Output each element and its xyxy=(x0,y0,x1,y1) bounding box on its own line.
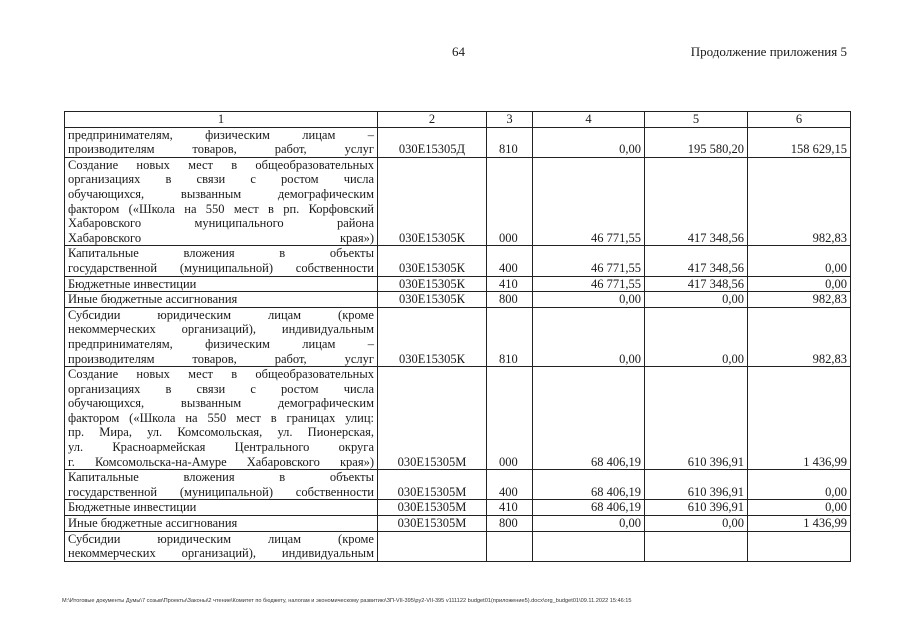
page-number: 64 xyxy=(452,44,465,59)
description-line: Создание новых мест в общеобразовательных xyxy=(68,367,374,382)
row-description xyxy=(65,307,378,366)
description-line: Капитальные вложения в объекты xyxy=(68,470,374,485)
amount-col-6: 0,00 xyxy=(748,470,851,500)
row-description xyxy=(65,367,378,470)
amount-col-5: 610 396,91 xyxy=(645,470,748,500)
description-line: Хабаровского края») xyxy=(68,230,374,245)
expense-type-code: 400 xyxy=(487,246,533,276)
description-line: обучающихся, вызванным демографическим xyxy=(68,396,374,411)
target-article-code: 030Е15305К xyxy=(378,246,487,276)
description-line: Иные бюджетные ассигнования xyxy=(68,516,238,531)
expense-type-code xyxy=(487,531,533,561)
row-description xyxy=(65,246,378,276)
description-line: государственной (муниципальной) собственности xyxy=(68,260,374,275)
amount-col-5: 610 396,91 xyxy=(645,500,748,516)
description-line: ул. Красноармейская Центрального округа xyxy=(68,440,374,455)
amount-col-6: 0,00 xyxy=(748,500,851,516)
table-row xyxy=(65,531,851,561)
amount-col-4: 68 406,19 xyxy=(533,367,645,470)
description-line: г. Комсомольска-на-Амуре Хабаровского края») xyxy=(68,454,374,469)
table-header-row xyxy=(65,112,851,128)
amount-col-6: 982,83 xyxy=(748,157,851,246)
column-header: 4 xyxy=(533,112,645,128)
amount-col-5: 417 348,56 xyxy=(645,276,748,292)
target-article-code: 030Е15305М xyxy=(378,500,487,516)
description-line: Субсидии юридическим лицам (кроме xyxy=(68,531,374,546)
amount-col-6: 0,00 xyxy=(748,246,851,276)
amount-col-4: 0,00 xyxy=(533,307,645,366)
amount-col-6: 982,83 xyxy=(748,307,851,366)
table-row xyxy=(65,307,851,366)
description-line: Иные бюджетные ассигнования xyxy=(68,292,238,307)
description-line: Бюджетные инвестиции xyxy=(68,276,197,291)
amount-col-4: 46 771,55 xyxy=(533,246,645,276)
description-line: предпринимателям, физическим лицам – xyxy=(68,336,374,351)
column-header: 2 xyxy=(378,112,487,128)
description-line: предпринимателям, физическим лицам – xyxy=(68,127,374,142)
amount-col-6 xyxy=(748,531,851,561)
description-line: государственной (муниципальной) собственности xyxy=(68,484,374,499)
appendix-continuation-note: Продолжение приложения 5 xyxy=(690,44,847,59)
table-row xyxy=(65,127,851,157)
description-line: пр. Мира, ул. Комсомольская, ул. Пионерская, xyxy=(68,425,374,440)
description-line: Бюджетные инвестиции xyxy=(68,500,197,515)
amount-col-4: 68 406,19 xyxy=(533,470,645,500)
row-description xyxy=(65,516,378,532)
target-article-code: 030Е15305К xyxy=(378,276,487,292)
column-header: 6 xyxy=(748,112,851,128)
table-row xyxy=(65,516,851,532)
description-line: Создание новых мест в общеобразовательных xyxy=(68,157,374,172)
row-description xyxy=(65,276,378,292)
row-description xyxy=(65,157,378,246)
expense-type-code: 810 xyxy=(487,307,533,366)
amount-col-4: 0,00 xyxy=(533,516,645,532)
table-row xyxy=(65,500,851,516)
amount-col-5 xyxy=(645,531,748,561)
target-article-code xyxy=(378,531,487,561)
row-description xyxy=(65,531,378,561)
amount-col-5: 417 348,56 xyxy=(645,157,748,246)
column-header: 3 xyxy=(487,112,533,128)
expense-type-code: 810 xyxy=(487,127,533,157)
description-line: обучающихся, вызванным демографическим xyxy=(68,186,374,201)
description-line: производителям товаров, работ, услуг xyxy=(68,142,374,157)
table-row xyxy=(65,276,851,292)
description-line: некоммерческих организаций), индивидуальным xyxy=(68,322,374,337)
document-file-path: М:\Итоговые документы Думы\7 созыв\Проекты\Законы\2 чтение\Комитет по бюджету, налогам и экономическому развитию\ЗП-VII-395\ру2-VII-395 v111122 budget01(приложение5).docx\org_budget01\09.11.2022 15:46:15 xyxy=(62,598,632,604)
budget-table xyxy=(64,111,851,562)
column-header: 1 xyxy=(65,112,378,128)
expense-type-code: 000 xyxy=(487,367,533,470)
target-article-code: 030Е15305К xyxy=(378,292,487,308)
description-line: Субсидии юридическим лицам (кроме xyxy=(68,307,374,322)
row-description xyxy=(65,292,378,308)
amount-col-5: 0,00 xyxy=(645,307,748,366)
row-description xyxy=(65,500,378,516)
description-line: Капитальные вложения в объекты xyxy=(68,246,374,261)
expense-type-code: 800 xyxy=(487,292,533,308)
expense-type-code: 000 xyxy=(487,157,533,246)
description-line: фактором («Школа на 550 мест в границах улиц: xyxy=(68,410,374,425)
amount-col-5: 417 348,56 xyxy=(645,246,748,276)
target-article-code: 030Е15305К xyxy=(378,307,487,366)
description-line: Хабаровского муниципального района xyxy=(68,216,374,231)
expense-type-code: 800 xyxy=(487,516,533,532)
amount-col-6: 158 629,15 xyxy=(748,127,851,157)
amount-col-4: 0,00 xyxy=(533,292,645,308)
amount-col-6: 1 436,99 xyxy=(748,367,851,470)
amount-col-5: 0,00 xyxy=(645,292,748,308)
description-line: организациях в связи с ростом числа xyxy=(68,172,374,187)
amount-col-6: 982,83 xyxy=(748,292,851,308)
description-line: некоммерческих организаций), индивидуальным xyxy=(68,546,374,561)
expense-type-code: 410 xyxy=(487,500,533,516)
amount-col-4: 46 771,55 xyxy=(533,276,645,292)
amount-col-4: 0,00 xyxy=(533,127,645,157)
target-article-code: 030Е15305К xyxy=(378,157,487,246)
column-header: 5 xyxy=(645,112,748,128)
expense-type-code: 400 xyxy=(487,470,533,500)
target-article-code: 030Е15305М xyxy=(378,367,487,470)
row-description xyxy=(65,470,378,500)
table-row xyxy=(65,367,851,470)
target-article-code: 030Е15305М xyxy=(378,516,487,532)
description-line: фактором («Школа на 550 мест в рп. Корфовский xyxy=(68,201,374,216)
amount-col-5: 195 580,20 xyxy=(645,127,748,157)
target-article-code: 030Е15305М xyxy=(378,470,487,500)
amount-col-6: 1 436,99 xyxy=(748,516,851,532)
description-line: производителям товаров, работ, услуг xyxy=(68,351,374,366)
expense-type-code: 410 xyxy=(487,276,533,292)
table-row xyxy=(65,157,851,246)
row-description xyxy=(65,127,378,157)
amount-col-4: 46 771,55 xyxy=(533,157,645,246)
amount-col-5: 610 396,91 xyxy=(645,367,748,470)
amount-col-6: 0,00 xyxy=(748,276,851,292)
table-row xyxy=(65,470,851,500)
amount-col-5: 0,00 xyxy=(645,516,748,532)
description-line: организациях в связи с ростом числа xyxy=(68,381,374,396)
target-article-code: 030Е15305Д xyxy=(378,127,487,157)
amount-col-4: 68 406,19 xyxy=(533,500,645,516)
table-row xyxy=(65,246,851,276)
amount-col-4 xyxy=(533,531,645,561)
table-row xyxy=(65,292,851,308)
